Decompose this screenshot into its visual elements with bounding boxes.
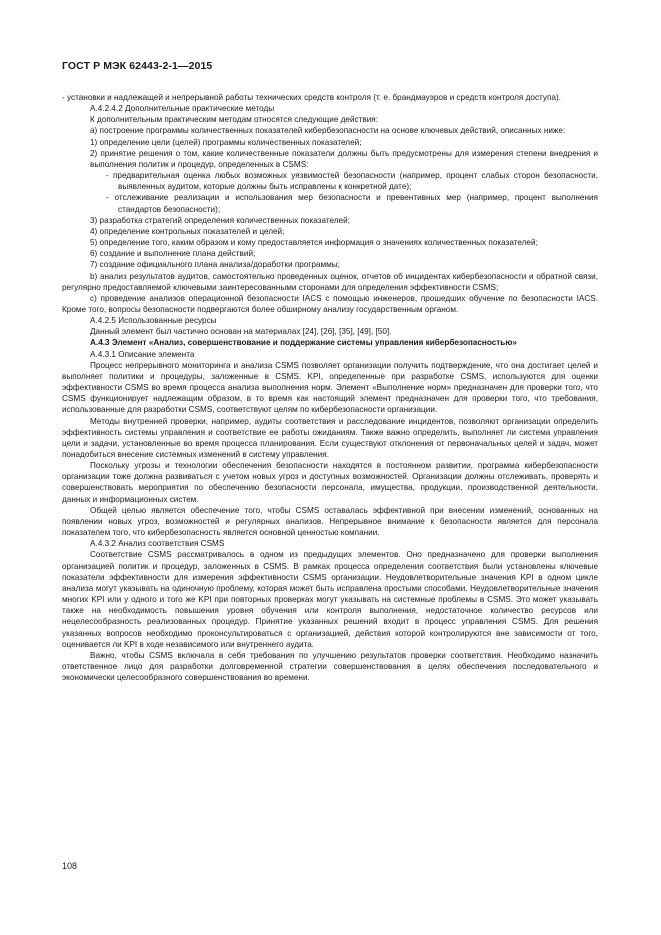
list-item: 1) определение цели (целей) программы количественных показателей; <box>90 137 362 147</box>
list-item: 3) разработка стратегий определения количественных показателей; <box>90 215 350 225</box>
paragraph: Общей целью является обеспечение того, чтобы CSMS оставалась эффективной при внесении изменений, основанных на появлении новых угроз, возможностей и регулярных анализов. Непрерывное внимание к безопасности является для персонала показателем того, что кибербезопасность является основной ценностью компании. <box>62 505 598 538</box>
section-heading: А.4.2.5 Использованные ресурсы <box>90 316 217 326</box>
paragraph: Поскольку угрозы и технологии обеспечения безопасности находятся в постоянном развитии, программа кибербезопасности организации тоже должна развиваться с учетом новых угроз и доступных возможностей. Организации должны отслеживать, проверять и совершенствовать мероприятия по обеспечению безопасности персонала, имущества, продукции, производственной деятельности, данных и информационных систем. <box>62 461 598 504</box>
list-item: 5) определение того, каким образом и кому предоставляется информация о значениях количественных показателей; <box>90 238 538 248</box>
paragraph: Соответствие CSMS рассматривалось в одном из предыдущих элементов. Оно предназначено для проверки выполнения организацией политик и процедур, заложенных в CSMS. В рамках процесса определения соответствия были установлены ключевые показатели эффективности для измерения эффективности CSMS организации. Неудовлетворительные значения KPI в одном цикле анализа могут указывать на одиночную проблему, которая может быть исправлена простыми способами. Неудовлетворительные значения многих KPI или у одного и того же KPI при повторных проверках могут указывать на системные проблемы в CSMS. Это может указывать также на необходимость повышения уровня обучения или контроля выполнения, недостаточное количество ресурсов или нецелесообразность реализованных процедур. Принятие указанных решений входит в процесс управления CSMS. Для решения указанных вопросов необходимо проконсультироваться с организацией, действия которой контролируются вне зависимости от того, оценивается ли KPI в ходе независимого или внутреннего аудита. <box>62 550 598 649</box>
list-item: b) анализ результатов аудитов, самостоятельно проведенных оценок, отчетов об инцидентах кибербезопасности и обратной связи, регулярно предоставляемой ключевыми заинтересованными сторонами для определения эффективности CSMS; <box>62 271 598 292</box>
paragraph: Процесс непрерывного мониторинга и анализа CSMS позволяет организации получить подтверждение, что она достигает целей и выполняет политики и процедуры, заложенные в CSMS. KPI, определенные при разработке CSMS, используются для оценки эффективности CSMS во время процесса анализа выполнения норм. Элемент «Выполнение норм» предназначен для проверки того, что CSMS функционирует надлежащим образом, в то время как настоящий элемент предназначен для проверки того, что требования, использованные для разработки CSMS, соответствуют целям по кибербезопасности организации. <box>62 360 598 415</box>
paragraph: - установки и надлежащей и непрерывной работы технических средств контроля (т. е. брандмауэров и средств контроля доступа). <box>62 93 561 102</box>
list-item: с) проведение анализов операционной безопасности IACS с помощью инженеров, прошедших обучение по безопасности IACS. Кроме того, вопросы безопасности подвергаются более обширному анализу государственным органом. <box>62 293 598 314</box>
list-item: 6) создание и выполнение плана действий; <box>90 249 256 259</box>
paragraph: Данный элемент был частично основан на материалах [24], [26], [35], [49], [50]. <box>90 327 392 337</box>
section-heading: А.4.2.4.2 Дополнительные практические методы <box>90 104 275 114</box>
page-body <box>62 92 598 683</box>
list-item: - предварительная оценка любых возможных уязвимостей безопасности (например, процент слабых сторон безопасности, выявленных аудитом, которые должны быть исправлены к конкретной дате); <box>106 171 598 192</box>
list-item: 2) принятие решения о том, какие количественные показатели должны быть предусмотрены для измерения степени внедрения и выполнения политик и процедур, определенных в CSMS: <box>90 148 598 169</box>
paragraph: К дополнительным практическим методам относятся следующие действия: <box>90 115 378 125</box>
section-heading: А.4.3.1 Описание элемента <box>90 349 195 359</box>
section-title: А.4.3 Элемент «Анализ, совершенствование и поддержание системы управления кибербезопасностью» <box>90 338 517 348</box>
document-header: ГОСТ Р МЭК 62443-2-1—2015 <box>62 60 213 72</box>
list-item: - отслеживание реализации и использования мер безопасности и превентивных мер (например, процент выполнения стандартов безопасности); <box>106 193 598 214</box>
page-number: 108 <box>62 861 78 871</box>
paragraph: Важно, чтобы CSMS включала в себя требования по улучшению результатов проверки соответствия. Необходимо назначить ответственное лицо для разработки долговременной стратегии совершенствования в целях обеспечения последовательного и экономически целесообразного совершенствования во времени. <box>62 650 598 683</box>
list-item: 4) определение контрольных показателей и целей; <box>90 226 285 236</box>
paragraph: Методы внутренней проверки, например, аудиты соответствия и расследование инцидентов, позволяют организации определить эффективность системы управления и соответствие ее работы ожиданиям. Также важно определить, выполняет ли система управления цели и задачи, установленные во время процесса планирования. Если существуют отклонения от первоначальных целей и задач, может понадобиться внесение системных изменений в систему управления. <box>62 416 598 459</box>
list-item: 7) создание официального плана анализа/доработки программы; <box>90 260 340 270</box>
section-heading: А.4.3.2 Анализ соответствия CSMS <box>90 539 225 549</box>
list-item: а) построение программы количественных показателей кибербезопасности на основе ключевых действий, описанных ниже: <box>90 126 566 136</box>
